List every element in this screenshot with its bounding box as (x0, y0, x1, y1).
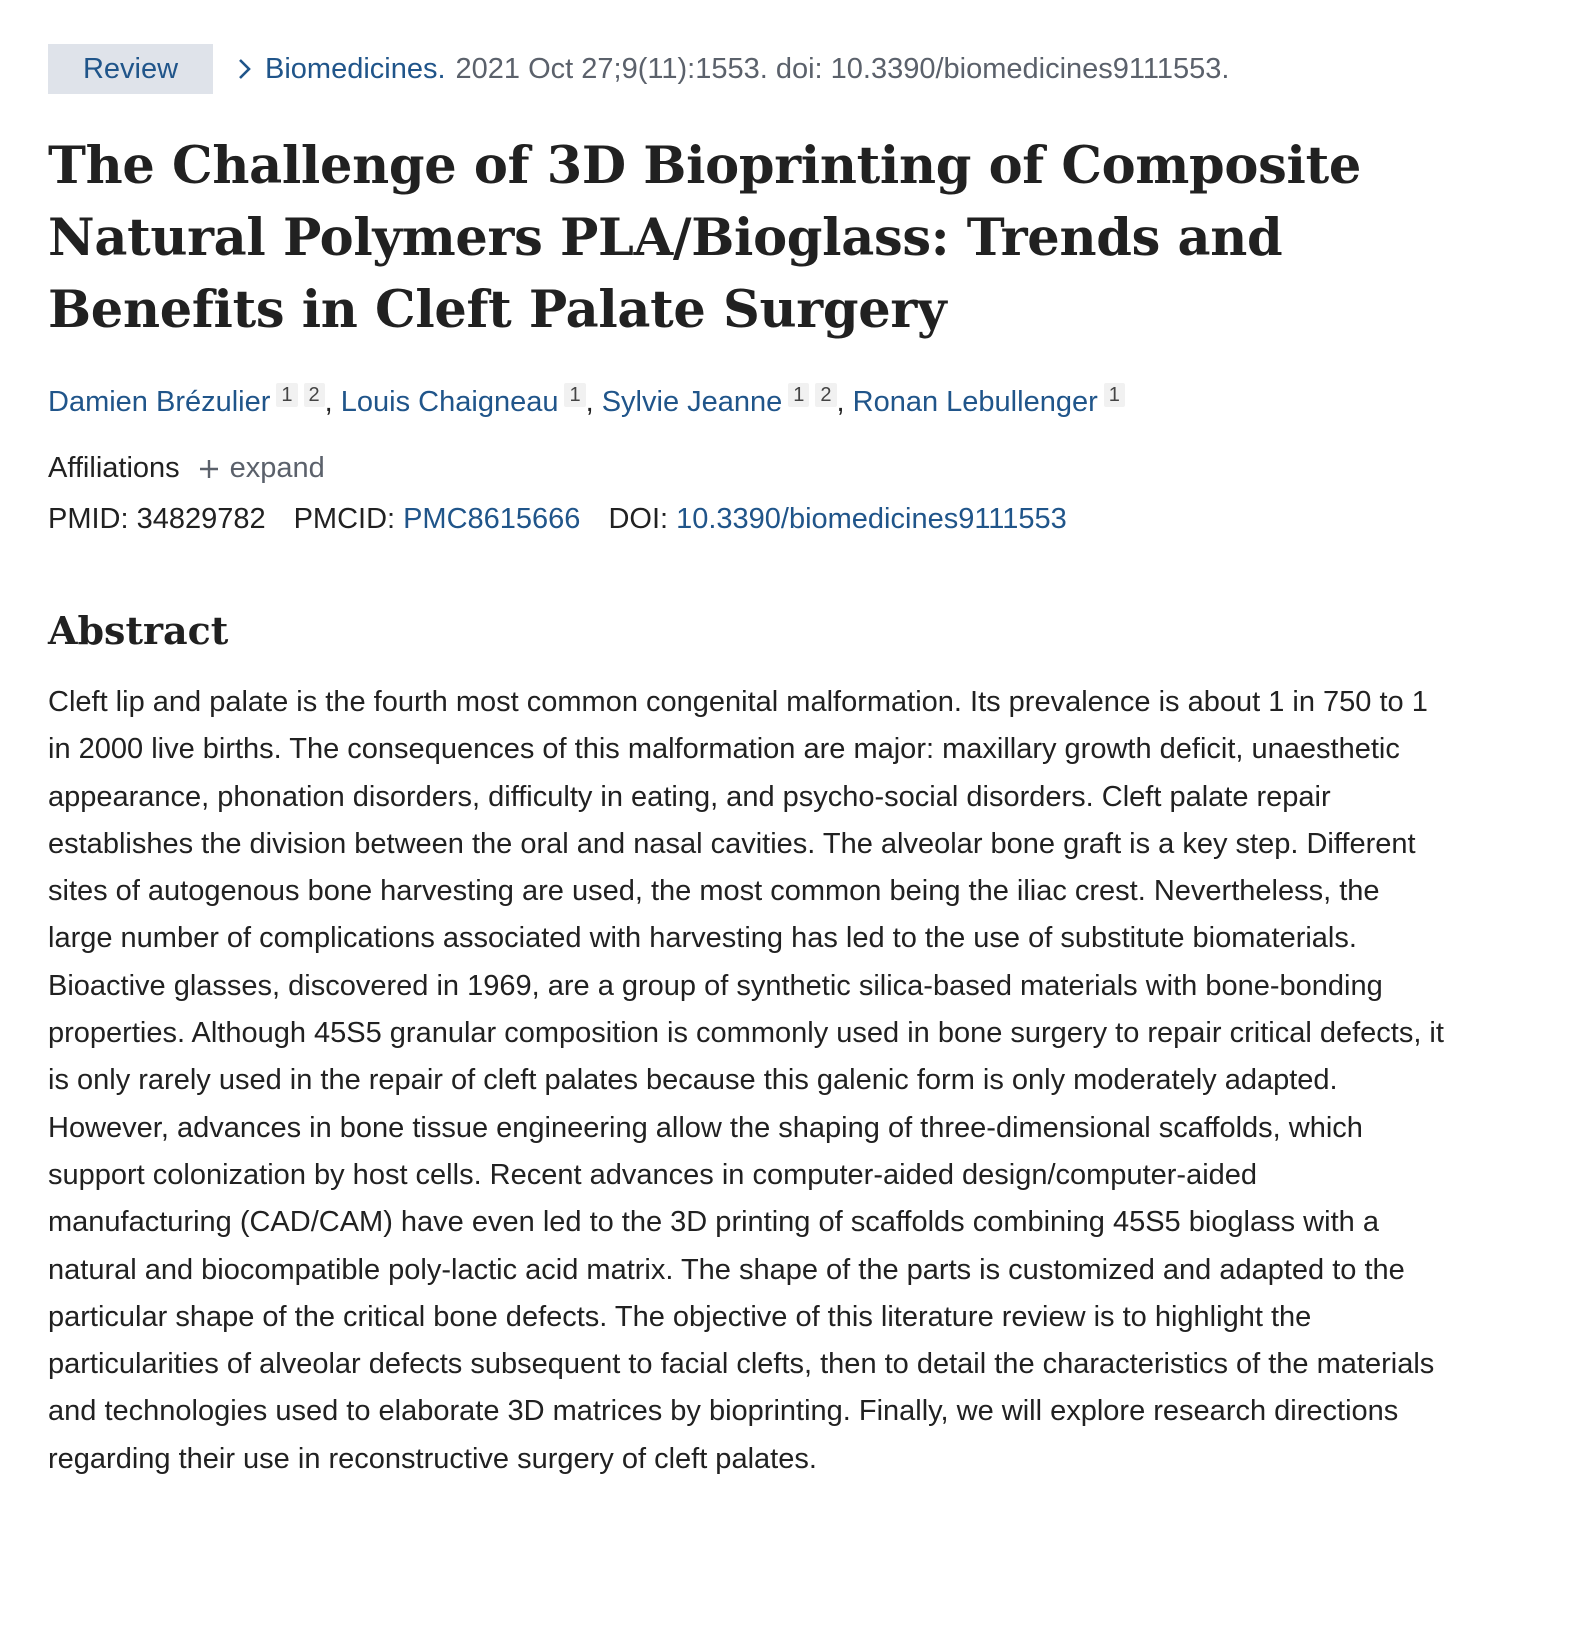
author-separator: , (585, 386, 602, 418)
pmcid-link[interactable]: PMC8615666 (403, 503, 581, 535)
doi-label: DOI: (608, 503, 669, 535)
citation-details: 2021 Oct 27;9(11):1553. doi: 10.3390/biomedicines9111553. (455, 52, 1230, 85)
authors-list (48, 382, 1526, 422)
identifiers-row (48, 503, 1526, 536)
author-link[interactable]: Damien Brézulier (48, 386, 271, 418)
citation-row (48, 44, 1526, 94)
publication-type-badge: Review (48, 44, 213, 94)
affiliation-ref[interactable]: 2 (304, 383, 325, 407)
affiliation-ref[interactable]: 1 (788, 383, 809, 407)
author-item (853, 386, 1125, 418)
pmid-value: 34829782 (136, 503, 266, 535)
journal-link[interactable]: Biomedicines. (265, 52, 446, 85)
author-link[interactable]: Ronan Lebullenger (852, 386, 1098, 418)
pmcid-label: PMCID: (293, 503, 396, 535)
affiliation-ref[interactable]: 1 (564, 383, 585, 407)
affiliation-ref[interactable]: 1 (276, 383, 297, 407)
abstract-heading: Abstract (48, 608, 229, 653)
author-item (602, 386, 837, 418)
affiliations-row (48, 452, 1526, 485)
pmid-label: PMID: (48, 503, 129, 535)
author-separator: , (324, 386, 341, 418)
expand-affiliations-button[interactable] (198, 452, 325, 485)
expand-label: expand (229, 452, 325, 484)
abstract-text: Cleft lip and palate is the fourth most common congenital malformation. Its prevalence is about 1 in 750 to 1 in 2000 live births. The consequences of this malformation are major: maxillary growth deficit, unaesthetic appearance, phonation disorders, difficulty in eating, and psycho-social disorders. Cleft palate repair establishes the division between the oral and nasal cavities. The alveolar bone graft is a key step. Different sites of autogenous bone harvesting are used, the most common being the iliac crest. Nevertheless, the large number of complications associated with harvesting has led to the use of substitute biomaterials. Bioactive glasses, discovered in 1969, are a group of synthetic silica-based materials with bone-bonding properties. Although 45S5 granular composition is commonly used in bone surgery to repair critical defects, it is only rarely used in the repair of cleft palates because this galenic form is only moderately adapted. However, advances in bone tissue engineering allow the shaping of three-dimensional scaffolds, which support colonization by host cells. Recent advances in computer-aided design/computer-aided manufacturing (CAD/CAM) have even led to the 3D printing of scaffolds combining 45S5 bioglass with a natural and biocompatible poly-lactic acid matrix. The shape of the parts is customized and adapted to the particular shape of the critical bone defects. The objective of this literature review is to highlight the particularities of alveolar defects subsequent to facial clefts, then to detail the characteristics of the materials and technologies used to elaborate 3D matrices by bioprinting. Finally, we will explore research directions regarding their use in reconstructive surgery of cleft palates. (48, 686, 1444, 1475)
pmcid-group (294, 503, 581, 536)
pmid-group (48, 503, 266, 536)
article-title: The Challenge of 3D Bioprinting of Composite Natural Polymers PLA/Bioglass: Trends and Benefits in Cleft Palate Surgery (48, 136, 1362, 340)
author-link[interactable]: Sylvie Jeanne (601, 386, 783, 418)
affiliation-ref[interactable]: 2 (815, 383, 836, 407)
author-item (341, 386, 586, 418)
affiliations-label: Affiliations (48, 452, 180, 484)
chevron-right-icon (235, 57, 255, 81)
plus-icon (198, 458, 220, 480)
doi-group (608, 503, 1066, 536)
author-item (48, 386, 325, 418)
affiliation-ref[interactable]: 1 (1104, 383, 1125, 407)
author-separator: , (836, 386, 853, 418)
author-link[interactable]: Louis Chaigneau (340, 386, 559, 418)
doi-link[interactable]: 10.3390/biomedicines9111553 (676, 503, 1067, 535)
